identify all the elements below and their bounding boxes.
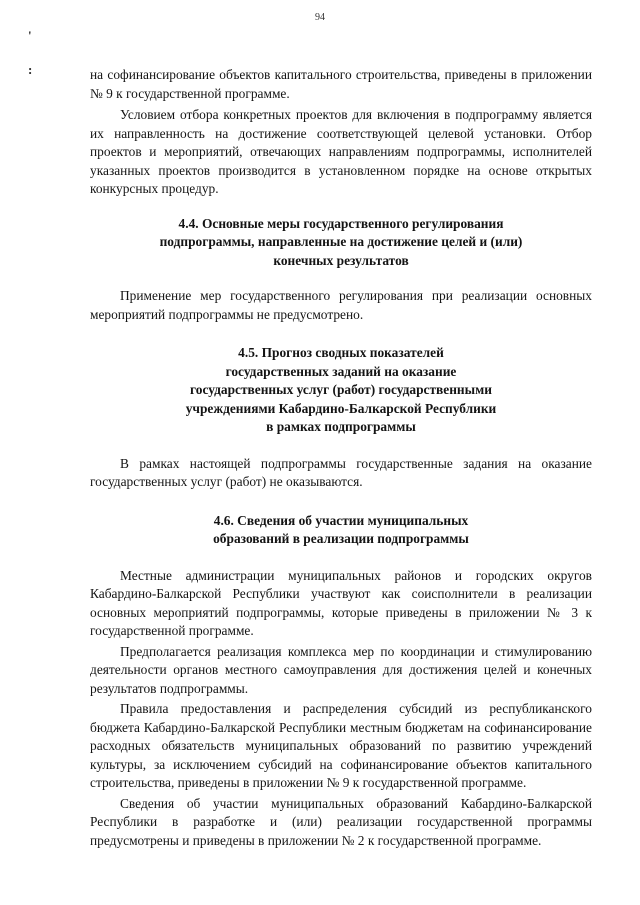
paragraph-selection-criteria: Условием отбора конкретных проектов для включения в подпрограмму является их направленность на достижение соответствующей целевой установки. Отбор проектов и мероприятий, отвечающих направлениям подпрограммы, исполнителей указанных проектов производится в установленном порядке на основе открытых конкурсных процедур.: [90, 107, 592, 196]
heading-line: конечных результатов: [273, 252, 409, 268]
heading-line: государственных заданий на оказание: [225, 363, 457, 379]
heading-4-4: [90, 215, 592, 271]
heading-line: образований в реализации подпрограммы: [213, 531, 469, 546]
heading-line: в рамках подпрограммы: [266, 419, 416, 434]
heading-line: учреждениями Кабардино-Балкарской Республики: [185, 400, 497, 416]
paragraph-4-6-d: Сведения об участии муниципальных образований Кабардино-Балкарской Республики в разработке и (или) реализации государственной программы предусмотрены и приведены в приложении № 2 к государственной программе.: [90, 795, 592, 848]
paragraph-4-6-a: Местные администрации муниципальных районов и городских округов Кабардино-Балкарской Республики участвуют как соисполнители в реализации основных мероприятий подпрограммы, которые приведены в приложении № 3 к государственной программе.: [90, 567, 592, 638]
document-body: [90, 66, 592, 850]
heading-line: 4.6. Сведения об участии муниципальных: [213, 512, 469, 528]
heading-4-6: [90, 512, 592, 549]
margin-mark: ': [28, 28, 32, 43]
heading-line: государственных услуг (работ) государственными: [190, 382, 492, 397]
heading-line: 4.4. Основные меры государственного регулирования: [178, 215, 504, 231]
paragraph-continuation: на софинансирование объектов капитального строительства, приведены в приложении № 9 к государственной программе.: [90, 67, 592, 101]
paragraph-4-6-c: Правила предоставления и распределения субсидий из республиканского бюджета Кабардино-Балкарской Республики местным бюджетам на софинансирование расходных обязательств муниципальных образований по развитию учреждений культуры, за исключением субсидий на софинансирование объектов капитального строительства, приведены в приложении № 9 к государственной программе.: [90, 701, 592, 790]
paragraph-4-6-b: Предполагается реализация комплекса мер по координации и стимулированию деятельности органов местного самоуправления для достижения целей и конечных результатов подпрограммы.: [90, 643, 592, 696]
page-number: 94: [315, 12, 325, 23]
heading-line: подпрограммы, направленные на достижение целей и (или): [159, 234, 523, 249]
paragraph-4-4: Применение мер государственного регулирования при реализации основных мероприятий подпрограммы не предусмотрено.: [90, 288, 592, 322]
heading-4-5: [90, 344, 592, 437]
paragraph-4-5: В рамках настоящей подпрограммы государственные задания на оказание государственных услуг (работ) не оказываются.: [90, 455, 592, 489]
margin-mark: :: [28, 62, 33, 77]
heading-line: 4.5. Прогноз сводных показателей: [238, 345, 444, 360]
